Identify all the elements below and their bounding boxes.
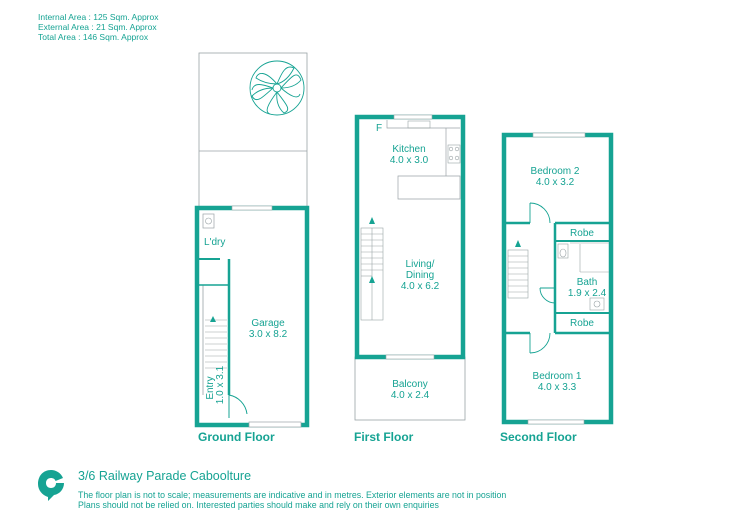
bath-name: Bath bbox=[576, 277, 598, 288]
first-stairs-icon bbox=[361, 228, 383, 320]
bedroom1-size: 4.0 x 3.3 bbox=[537, 382, 577, 393]
disclaimer bbox=[78, 490, 506, 510]
bedroom1-name: Bedroom 1 bbox=[532, 371, 582, 382]
garage-rear-door bbox=[232, 206, 272, 210]
cooktop-icon bbox=[448, 145, 460, 163]
kitchen-window bbox=[394, 115, 432, 119]
second-stairs-icon bbox=[508, 250, 528, 298]
bedroom2-door-icon bbox=[530, 203, 550, 223]
robe-bottom-label: Robe bbox=[570, 318, 594, 329]
second-stairs-arrow-icon bbox=[515, 240, 521, 247]
garage-name: Garage bbox=[251, 318, 285, 329]
laundry-tub-icon bbox=[203, 214, 214, 228]
ground-floor bbox=[197, 53, 307, 444]
first-floor bbox=[354, 115, 465, 444]
kitchen-sink-icon bbox=[408, 121, 430, 128]
bedroom2-size: 4.0 x 3.2 bbox=[535, 177, 575, 188]
entry-door-icon bbox=[229, 395, 247, 418]
second-floor-title: Second Floor bbox=[500, 430, 577, 444]
first-stairs-arrow2-icon bbox=[369, 276, 375, 283]
balcony-sliding-door bbox=[386, 355, 434, 359]
garage-door bbox=[249, 422, 301, 427]
disclaimer-line-1: The floor plan is not to scale; measurements are indicative and in metres. Exterior elements are not in position bbox=[78, 490, 507, 500]
brand-logo-icon bbox=[36, 468, 66, 502]
external-area: External Area : 21 Sqm. Approx bbox=[38, 22, 157, 32]
robe-top-label: Robe bbox=[570, 228, 594, 239]
property-address: 3/6 Railway Parade Caboolture bbox=[78, 469, 252, 483]
living-name-1: Living/ bbox=[405, 259, 435, 270]
total-area: Total Area : 146 Sqm. Approx bbox=[38, 32, 149, 42]
kitchen-size: 4.0 x 3.0 bbox=[389, 155, 429, 166]
ground-stairs-icon bbox=[205, 320, 227, 368]
bath-door-icon bbox=[540, 288, 555, 303]
bedroom1-door-icon bbox=[530, 333, 550, 353]
laundry-label: L'dry bbox=[204, 237, 226, 248]
first-stairs-arrow-icon bbox=[369, 217, 375, 224]
tree-icon bbox=[250, 61, 304, 115]
bedroom1-window bbox=[528, 420, 584, 424]
entry-name: Entry bbox=[205, 376, 216, 400]
balcony-size: 4.0 x 2.4 bbox=[390, 390, 430, 401]
living-name-2: Dining bbox=[405, 270, 435, 281]
disclaimer-line-2: Plans should not be relied on. Interested parties should make and rely on their own enquiries bbox=[78, 500, 439, 510]
bedroom2-name: Bedroom 2 bbox=[530, 166, 580, 177]
fridge-label: F bbox=[376, 123, 383, 134]
living-size: 4.0 x 6.2 bbox=[400, 281, 440, 292]
garage-size: 3.0 x 8.2 bbox=[248, 329, 288, 340]
bath-size: 1.9 x 2.4 bbox=[567, 288, 607, 299]
entry-size: 1.0 x 3.1 bbox=[215, 365, 226, 405]
internal-area: Internal Area : 125 Sqm. Approx bbox=[38, 12, 159, 22]
second-floor bbox=[500, 133, 611, 444]
bedroom2-window bbox=[533, 133, 585, 137]
balcony-name: Balcony bbox=[392, 379, 428, 390]
first-floor-title: First Floor bbox=[354, 430, 414, 444]
stairs-arrow-icon bbox=[210, 316, 216, 322]
kitchen-name: Kitchen bbox=[392, 144, 426, 155]
ground-floor-title: Ground Floor bbox=[198, 430, 275, 444]
